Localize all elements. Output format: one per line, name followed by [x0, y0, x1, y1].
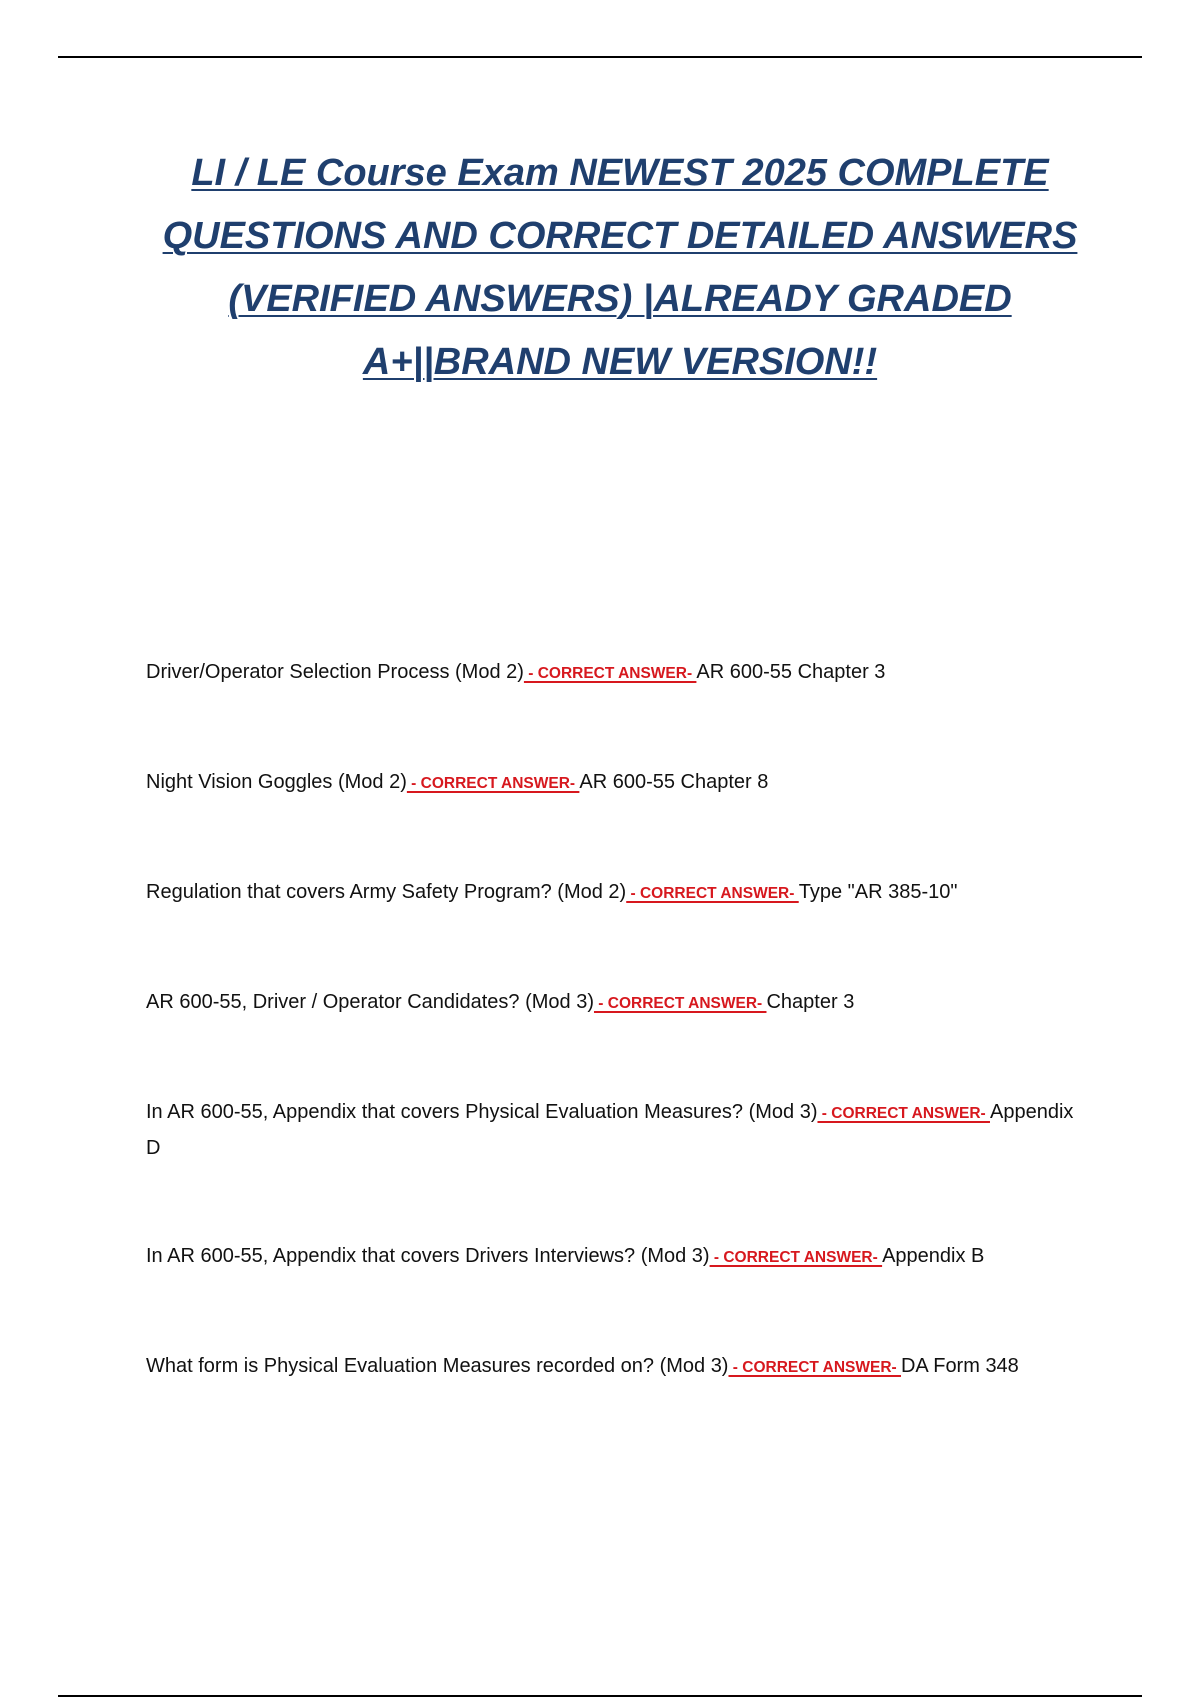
- question-text: What form is Physical Evaluation Measures recorded on? (Mod 3): [146, 1355, 729, 1377]
- qa-item: [146, 1095, 1076, 1165]
- answer-text: DA Form 348: [900, 1355, 1019, 1377]
- answer-text: AR 600-55 Chapter 3: [696, 661, 886, 683]
- qa-item: [146, 1239, 1076, 1275]
- question-text: In AR 600-55, Appendix that covers Drivers Interviews? (Mod 3): [146, 1245, 710, 1267]
- correct-answer-marker: - CORRECT ANSWER-: [406, 775, 580, 792]
- answer-text: AR 600-55 Chapter 8: [579, 771, 769, 793]
- answer-text: Type "AR 385-10": [798, 881, 958, 903]
- answer-text: Chapter 3: [766, 991, 855, 1013]
- correct-answer-marker: - CORRECT ANSWER-: [523, 665, 697, 682]
- question-text: Driver/Operator Selection Process (Mod 2): [146, 661, 524, 683]
- title-line-4: A+||BRAND NEW VERSION!!: [362, 341, 878, 383]
- correct-answer-marker: - CORRECT ANSWER-: [728, 1359, 901, 1376]
- document-title: [140, 142, 1100, 394]
- title-line-3: (VERIFIED ANSWERS) |ALREADY GRADED: [228, 278, 1012, 320]
- question-text: Night Vision Goggles (Mod 2): [146, 771, 407, 793]
- qa-item: [146, 765, 1076, 801]
- bottom-rule: [58, 1695, 1142, 1697]
- question-text: In AR 600-55, Appendix that covers Physical Evaluation Measures? (Mod 3): [146, 1101, 818, 1123]
- qa-item: [146, 875, 1076, 911]
- correct-answer-marker: - CORRECT ANSWER-: [593, 995, 767, 1012]
- question-text: Regulation that covers Army Safety Program? (Mod 2): [146, 881, 627, 903]
- correct-answer-marker: - CORRECT ANSWER-: [709, 1249, 883, 1266]
- title-line-2: QUESTIONS AND CORRECT DETAILED ANSWERS: [162, 215, 1078, 257]
- answer-text: Appendix B: [882, 1245, 985, 1267]
- question-text: AR 600-55, Driver / Operator Candidates? (Mod 3): [146, 991, 594, 1013]
- top-rule: [58, 56, 1142, 58]
- qa-item: [146, 1349, 1076, 1385]
- qa-item: [146, 985, 1076, 1021]
- correct-answer-marker: - CORRECT ANSWER-: [817, 1105, 990, 1122]
- qa-item: [146, 655, 1076, 691]
- correct-answer-marker: - CORRECT ANSWER-: [626, 885, 799, 902]
- qa-list: [146, 655, 1076, 1385]
- answer-text: Appendix D: [146, 1101, 1074, 1159]
- title-line-1: LI / LE Course Exam NEWEST 2025 COMPLETE: [191, 152, 1049, 194]
